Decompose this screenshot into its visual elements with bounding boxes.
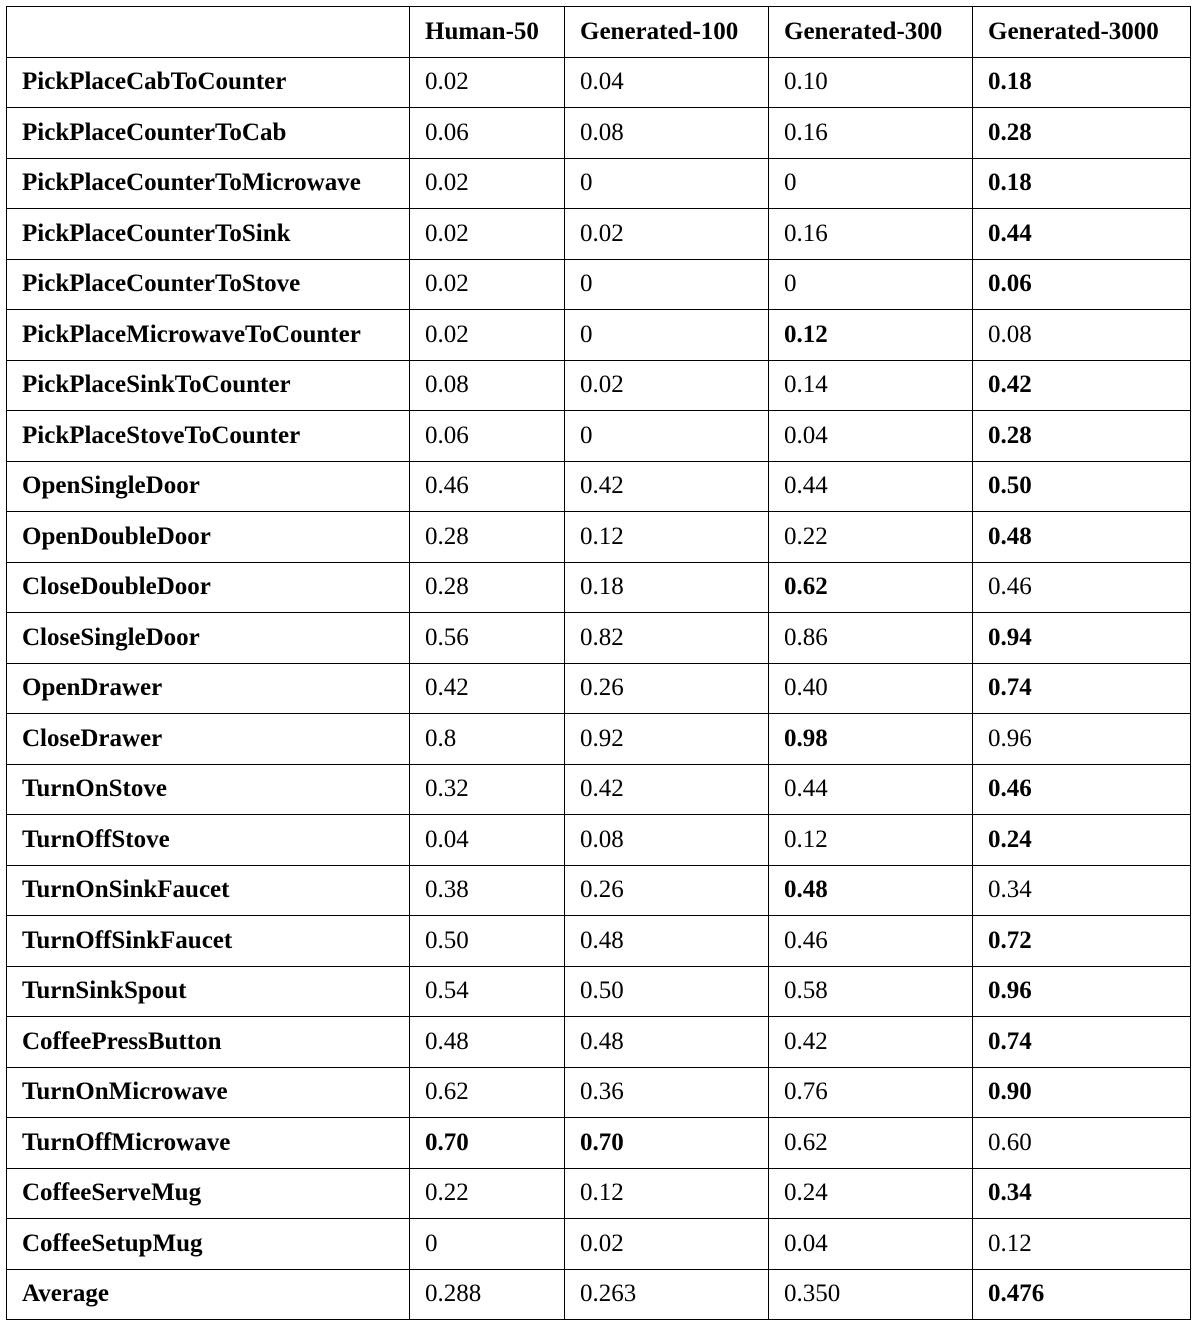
task-name-cell: CloseDoubleDoor xyxy=(7,562,410,613)
table-row xyxy=(7,209,1191,260)
value-cell: 0.48 xyxy=(410,1017,565,1068)
value-cell: 0.44 xyxy=(769,764,973,815)
value-cell: 0.16 xyxy=(769,209,973,260)
value-cell: 0.12 xyxy=(769,815,973,866)
value-cell: 0.263 xyxy=(565,1269,769,1320)
table-row xyxy=(7,1219,1191,1270)
task-name-cell: TurnOnStove xyxy=(7,764,410,815)
value-cell: 0.90 xyxy=(973,1067,1191,1118)
value-cell: 0.34 xyxy=(973,1168,1191,1219)
value-cell: 0.32 xyxy=(410,764,565,815)
value-cell: 0.48 xyxy=(565,916,769,967)
header-row xyxy=(7,7,1191,58)
value-cell: 0.28 xyxy=(973,411,1191,462)
value-cell: 0.42 xyxy=(973,360,1191,411)
task-name-cell: PickPlaceCounterToStove xyxy=(7,259,410,310)
value-cell: 0.36 xyxy=(565,1067,769,1118)
task-name-cell: TurnOffMicrowave xyxy=(7,1118,410,1169)
value-cell: 0.48 xyxy=(973,512,1191,563)
value-cell: 0.42 xyxy=(565,764,769,815)
header-task xyxy=(7,7,410,58)
table-row xyxy=(7,663,1191,714)
value-cell: 0.26 xyxy=(565,663,769,714)
value-cell: 0.62 xyxy=(769,562,973,613)
table-row xyxy=(7,158,1191,209)
value-cell: 0.28 xyxy=(410,562,565,613)
value-cell: 0.46 xyxy=(410,461,565,512)
value-cell: 0.92 xyxy=(565,714,769,765)
table-row xyxy=(7,1118,1191,1169)
value-cell: 0 xyxy=(565,259,769,310)
task-name-cell: PickPlaceStoveToCounter xyxy=(7,411,410,462)
task-name-cell: OpenSingleDoor xyxy=(7,461,410,512)
table-row xyxy=(7,562,1191,613)
value-cell: 0 xyxy=(565,158,769,209)
value-cell: 0.08 xyxy=(565,108,769,159)
value-cell: 0.86 xyxy=(769,613,973,664)
header-generated-300: Generated-300 xyxy=(769,7,973,58)
value-cell: 0.18 xyxy=(973,158,1191,209)
value-cell: 0.98 xyxy=(769,714,973,765)
table-row xyxy=(7,1168,1191,1219)
table-row xyxy=(7,259,1191,310)
table-row xyxy=(7,1269,1191,1320)
value-cell: 0 xyxy=(565,310,769,361)
value-cell: 0.48 xyxy=(769,865,973,916)
task-name-cell: PickPlaceCounterToCab xyxy=(7,108,410,159)
value-cell: 0.42 xyxy=(565,461,769,512)
value-cell: 0.476 xyxy=(973,1269,1191,1320)
table-row xyxy=(7,461,1191,512)
task-name-cell: TurnOffSinkFaucet xyxy=(7,916,410,967)
value-cell: 0.12 xyxy=(565,512,769,563)
value-cell: 0.54 xyxy=(410,966,565,1017)
table-body xyxy=(7,57,1191,1320)
value-cell: 0.60 xyxy=(973,1118,1191,1169)
value-cell: 0.50 xyxy=(410,916,565,967)
value-cell: 0.72 xyxy=(973,916,1191,967)
table-row xyxy=(7,764,1191,815)
value-cell: 0.350 xyxy=(769,1269,973,1320)
task-name-cell: TurnOnSinkFaucet xyxy=(7,865,410,916)
header-human-50: Human-50 xyxy=(410,7,565,58)
value-cell: 0.04 xyxy=(769,1219,973,1270)
table-row xyxy=(7,310,1191,361)
value-cell: 0.12 xyxy=(973,1219,1191,1270)
value-cell: 0.22 xyxy=(410,1168,565,1219)
table-row xyxy=(7,916,1191,967)
value-cell: 0.26 xyxy=(565,865,769,916)
task-name-cell: OpenDoubleDoor xyxy=(7,512,410,563)
table-row xyxy=(7,108,1191,159)
table-row xyxy=(7,1017,1191,1068)
value-cell: 0.06 xyxy=(410,108,565,159)
task-name-cell: Average xyxy=(7,1269,410,1320)
task-name-cell: OpenDrawer xyxy=(7,663,410,714)
table-row xyxy=(7,613,1191,664)
value-cell: 0.96 xyxy=(973,966,1191,1017)
value-cell: 0.16 xyxy=(769,108,973,159)
value-cell: 0.08 xyxy=(973,310,1191,361)
value-cell: 0.46 xyxy=(769,916,973,967)
value-cell: 0.06 xyxy=(410,411,565,462)
task-name-cell: CloseDrawer xyxy=(7,714,410,765)
value-cell: 0.44 xyxy=(769,461,973,512)
table-row xyxy=(7,815,1191,866)
value-cell: 0.02 xyxy=(410,57,565,108)
task-name-cell: CoffeePressButton xyxy=(7,1017,410,1068)
value-cell: 0.24 xyxy=(973,815,1191,866)
task-name-cell: PickPlaceCabToCounter xyxy=(7,57,410,108)
value-cell: 0.62 xyxy=(769,1118,973,1169)
value-cell: 0 xyxy=(769,259,973,310)
value-cell: 0.76 xyxy=(769,1067,973,1118)
table-row xyxy=(7,1067,1191,1118)
value-cell: 0.74 xyxy=(973,1017,1191,1068)
task-name-cell: CloseSingleDoor xyxy=(7,613,410,664)
value-cell: 0.288 xyxy=(410,1269,565,1320)
value-cell: 0.28 xyxy=(973,108,1191,159)
value-cell: 0.04 xyxy=(565,57,769,108)
value-cell: 0.12 xyxy=(769,310,973,361)
value-cell: 0.18 xyxy=(565,562,769,613)
value-cell: 0.46 xyxy=(973,562,1191,613)
value-cell: 0.96 xyxy=(973,714,1191,765)
value-cell: 0.24 xyxy=(769,1168,973,1219)
table-row xyxy=(7,512,1191,563)
value-cell: 0.70 xyxy=(565,1118,769,1169)
value-cell: 0.42 xyxy=(769,1017,973,1068)
table-row xyxy=(7,865,1191,916)
value-cell: 0.02 xyxy=(410,209,565,260)
value-cell: 0.56 xyxy=(410,613,565,664)
value-cell: 0.38 xyxy=(410,865,565,916)
value-cell: 0.06 xyxy=(973,259,1191,310)
value-cell: 0.44 xyxy=(973,209,1191,260)
value-cell: 0.62 xyxy=(410,1067,565,1118)
value-cell: 0 xyxy=(410,1219,565,1270)
value-cell: 0.94 xyxy=(973,613,1191,664)
value-cell: 0.08 xyxy=(410,360,565,411)
value-cell: 0.74 xyxy=(973,663,1191,714)
value-cell: 0.04 xyxy=(769,411,973,462)
value-cell: 0.58 xyxy=(769,966,973,1017)
task-name-cell: TurnOffStove xyxy=(7,815,410,866)
value-cell: 0.18 xyxy=(973,57,1191,108)
task-name-cell: TurnSinkSpout xyxy=(7,966,410,1017)
value-cell: 0.42 xyxy=(410,663,565,714)
value-cell: 0.34 xyxy=(973,865,1191,916)
table-row xyxy=(7,714,1191,765)
value-cell: 0.04 xyxy=(410,815,565,866)
value-cell: 0.46 xyxy=(973,764,1191,815)
table-row xyxy=(7,411,1191,462)
table-row xyxy=(7,360,1191,411)
results-table xyxy=(6,6,1191,1320)
value-cell: 0.02 xyxy=(565,209,769,260)
value-cell: 0.02 xyxy=(410,158,565,209)
header-generated-100: Generated-100 xyxy=(565,7,769,58)
value-cell: 0.50 xyxy=(973,461,1191,512)
value-cell: 0 xyxy=(769,158,973,209)
task-name-cell: PickPlaceCounterToSink xyxy=(7,209,410,260)
value-cell: 0.8 xyxy=(410,714,565,765)
task-name-cell: PickPlaceCounterToMicrowave xyxy=(7,158,410,209)
task-name-cell: PickPlaceSinkToCounter xyxy=(7,360,410,411)
value-cell: 0.28 xyxy=(410,512,565,563)
value-cell: 0.08 xyxy=(565,815,769,866)
task-name-cell: PickPlaceMicrowaveToCounter xyxy=(7,310,410,361)
value-cell: 0.02 xyxy=(565,1219,769,1270)
task-name-cell: TurnOnMicrowave xyxy=(7,1067,410,1118)
value-cell: 0.82 xyxy=(565,613,769,664)
value-cell: 0 xyxy=(565,411,769,462)
value-cell: 0.48 xyxy=(565,1017,769,1068)
value-cell: 0.10 xyxy=(769,57,973,108)
task-name-cell: CoffeeServeMug xyxy=(7,1168,410,1219)
value-cell: 0.02 xyxy=(410,310,565,361)
value-cell: 0.50 xyxy=(565,966,769,1017)
value-cell: 0.22 xyxy=(769,512,973,563)
table-row xyxy=(7,57,1191,108)
table-row xyxy=(7,966,1191,1017)
header-generated-3000: Generated-3000 xyxy=(973,7,1191,58)
value-cell: 0.02 xyxy=(565,360,769,411)
task-name-cell: CoffeeSetupMug xyxy=(7,1219,410,1270)
value-cell: 0.14 xyxy=(769,360,973,411)
value-cell: 0.40 xyxy=(769,663,973,714)
value-cell: 0.70 xyxy=(410,1118,565,1169)
value-cell: 0.12 xyxy=(565,1168,769,1219)
value-cell: 0.02 xyxy=(410,259,565,310)
